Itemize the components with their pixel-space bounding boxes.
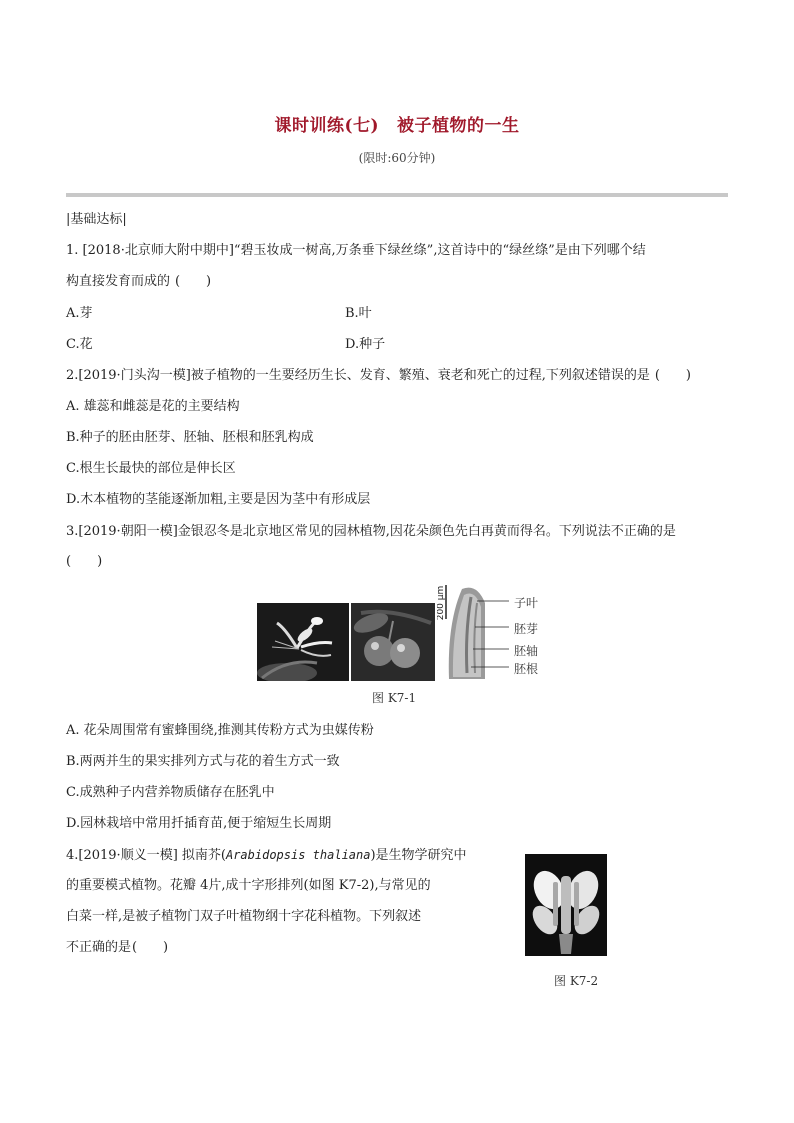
section-label: |基础达标|	[66, 212, 127, 227]
q1-option-c: C.花	[66, 337, 93, 352]
label-hypocotyl: 胚轴	[514, 644, 539, 658]
label-radicle: 胚根	[514, 662, 539, 676]
honeysuckle-flower-photo	[257, 603, 349, 681]
q2-stem	[66, 367, 696, 385]
figure-k7-1-caption: 图 K7-1	[372, 691, 417, 705]
berries-photo-icon	[351, 603, 435, 681]
honeysuckle-berries-photo	[351, 603, 435, 681]
q3-option-a: A. 花朵周围常有蜜蜂围绕,推测其传粉方式为虫媒传粉	[66, 723, 374, 738]
q4-stem-text-a: 4.[2019·顺义一模] 拟南芥(	[66, 848, 226, 863]
q3-answer-blank: ( )	[66, 554, 103, 569]
q4-stem-line2: 的重要模式植物。花瓣 4片,成十字形排列(如图 K7-2),与常见的	[66, 878, 431, 893]
q2-option-d: D.木本植物的茎能逐渐加粗,主要是因为茎中有形成层	[66, 492, 371, 507]
q1-option-b: B.叶	[345, 306, 372, 321]
flower-photo-icon	[257, 603, 349, 681]
figure-k7-2-caption: 图 K7-2	[554, 974, 599, 988]
arabidopsis-photo-icon	[525, 854, 607, 956]
header-divider	[66, 193, 728, 197]
q1-stem-text: 构直接发育而成的	[66, 274, 171, 289]
q1-stem-line1: 1. [2018·北京师大附中期中]“碧玉妆成一树高,万条垂下绿丝绦”,这首诗中的“绿丝绦”是由下列哪个结	[66, 243, 646, 258]
q4-answer-blank: ( )	[131, 940, 169, 955]
label-plumule: 胚芽	[514, 622, 539, 636]
q1-answer-blank: ( )	[174, 274, 212, 289]
arabidopsis-flower-photo	[525, 854, 607, 956]
q3-option-b: B.两两并生的果实排列方式与花的着生方式一致	[66, 754, 340, 769]
scale-bar-label: 200 μm	[437, 585, 446, 621]
page-title	[0, 111, 794, 136]
q1-option-d: D.种子	[345, 337, 386, 352]
q4-latin-name: Arabidopsis thaliana	[225, 848, 371, 862]
q2-answer-blank: ( )	[654, 368, 691, 383]
q4-stem-line4	[66, 939, 169, 957]
title-topic: 被子植物的一生	[397, 116, 520, 136]
q4-stem-text-b: )是生物学研究中	[370, 848, 467, 863]
q3-stem: 3.[2019·朝阳一模]金银忍冬是北京地区常见的园林植物,因花朵颜色先白再黄而得名。下列说法不正确的是	[66, 524, 676, 539]
q1-option-a: A.芽	[66, 306, 93, 321]
q4-stem-text: 不正确的是	[66, 940, 132, 955]
title-lesson: 课时训练(七)	[274, 116, 380, 136]
time-limit: (限时:60分钟)	[358, 151, 436, 165]
q2-option-c: C.根生长最快的部位是伸长区	[66, 461, 236, 476]
q2-option-a: A. 雄蕊和雌蕊是花的主要结构	[66, 399, 240, 414]
q3-option-c: C.成熟种子内营养物质储存在胚乳中	[66, 785, 275, 800]
q3-option-d: D.园林栽培中常用扦插育苗,便于缩短生长周期	[66, 816, 332, 831]
label-cotyledon: 子叶	[514, 596, 539, 610]
q2-option-b: B.种子的胚由胚芽、胚轴、胚根和胚乳构成	[66, 430, 314, 445]
q2-stem-text: 2.[2019·门头沟一模]被子植物的一生要经历生长、发育、繁殖、衰老和死亡的过程,下列叙述错误的是	[66, 368, 650, 383]
q4-stem-line1	[66, 846, 467, 865]
q4-stem-line3: 白菜一样,是被子植物门双子叶植物纲十字花科植物。下列叙述	[66, 909, 422, 924]
q1-stem-line2	[66, 273, 216, 291]
